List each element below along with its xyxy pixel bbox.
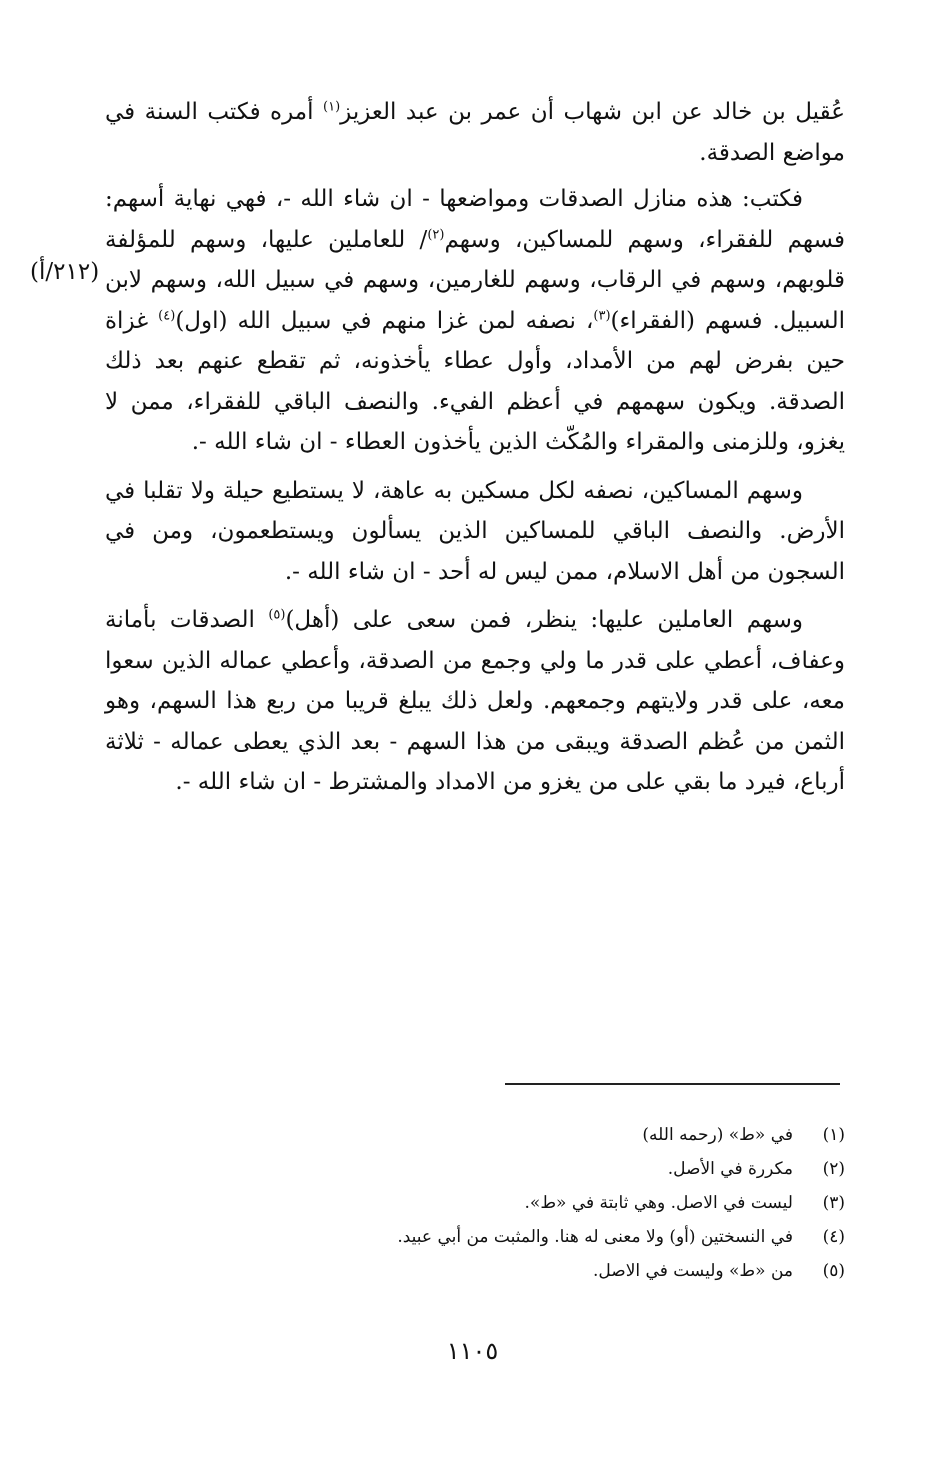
footnote-number: (٤) (822, 1227, 845, 1247)
footnote-text: من «ط» وليست في الاصل. (593, 1261, 793, 1281)
paragraph-3: وسهم المساكين، نصفه لكل مسكين به عاهة، لا يستطيع حيلة ولا تقلبا في الأرض. والنصف الباقي للمساكين الذين يسألون ويستطعمون، ومن في السجون من أهل الاسلام، ممن ليس له أحد - ان شاء الله -. (105, 477, 845, 585)
footnote-number: (١) (822, 1125, 845, 1145)
paragraph-4 (105, 600, 845, 803)
paragraph-2-text-d: غزاة حين بفرض لهم من الأمداد، وأول عطاء يأخذونه، ثم تقطع عنهم بعد ذلك الصدقة. ويكون سهمهم في أعظم الفيء. والنصف الباقي للفقراء، ممن لا يغزو، وللزمنى والمقراء والمُكّث الذين يأخذون العطاء - ان شاء الله -. (105, 307, 845, 455)
footnotes (105, 1118, 845, 1288)
footnote-ref-4: (٤) (158, 307, 176, 323)
footnote-ref-1: (١) (323, 99, 341, 115)
footnote-ref-3: (٣) (593, 307, 611, 323)
page-number: ١١٠٥ (446, 1337, 499, 1365)
footnote-ref-5: (٥) (268, 607, 286, 623)
footnote-text: ليست في الاصل. وهي ثابتة في «ط». (524, 1193, 793, 1213)
paragraph-2-text-a: فكتب: هذه منازل الصدقات ومواضعها - ان شاء الله -، فهي نهاية أسهم: فسهم للفقراء، وسهم للمساكين، وسهم (105, 186, 845, 253)
footnote-text: في النسختين (أو) ولا معنى له هنا. والمثبت من أبي عبيد. (397, 1227, 793, 1247)
footnote-item (105, 1220, 845, 1254)
footnote-item (105, 1152, 845, 1186)
footnote-number: (٣) (822, 1193, 845, 1213)
paragraph-4-text-a: وسهم العاملين عليها: ينظر، فمن سعى على (أهل) (285, 607, 803, 633)
main-text (105, 92, 845, 811)
paragraph-4-text-b: الصدقات بأمانة وعفاف، أعطي على قدر ما ولي وجمع من الصدقة، وأعطي عماله الذين سعوا معه، على قدر ولايتهم وجمعهم. ولعل ذلك يبلغ قريبا من ربع هذا السهم، وهو الثمن من عُظم الصدقة ويبقى من هذا السهم - بعد الذي يعطى عماله - ثلاثة أرباع، فيرد ما بقي على من يغزو من الامداد والمشترط - ان شاء الله -. (105, 607, 845, 795)
manuscript-folio-reference: (٢١٢/أ) (30, 259, 100, 285)
footnote-ref-2: (٢) (427, 226, 445, 242)
footnote-item (105, 1254, 845, 1288)
paragraph-1-text-b: أمره فكتب السنة في مواضع الصدقة. (105, 99, 845, 166)
footnote-item (105, 1186, 845, 1220)
footnote-number: (٥) (822, 1261, 845, 1281)
paragraph-1 (105, 92, 845, 173)
paragraph-2-text-c: ، نصفه لمن غزا منهم في سبيل الله (اول) (175, 307, 594, 334)
paragraph-1-text-a: عُقيل بن خالد عن ابن شهاب أن عمر بن عبد العزيز (340, 99, 845, 125)
footnote-number: (٢) (822, 1159, 845, 1179)
footnote-separator (505, 1083, 840, 1085)
footnote-item (105, 1118, 845, 1152)
footnote-text: في «ط» (رحمه الله) (642, 1125, 793, 1145)
paragraph-2-text-b: / للعاملين عليها، وسهم للمؤلفة قلوبهم، وسهم في الرقاب، وسهم للغارمين، وسهم في سبيل الله، وسهم لابن السبيل. فسهم (الفقراء) (105, 226, 845, 334)
paragraph-2 (105, 179, 845, 463)
footnote-text: مكررة في الأصل. (667, 1159, 793, 1179)
